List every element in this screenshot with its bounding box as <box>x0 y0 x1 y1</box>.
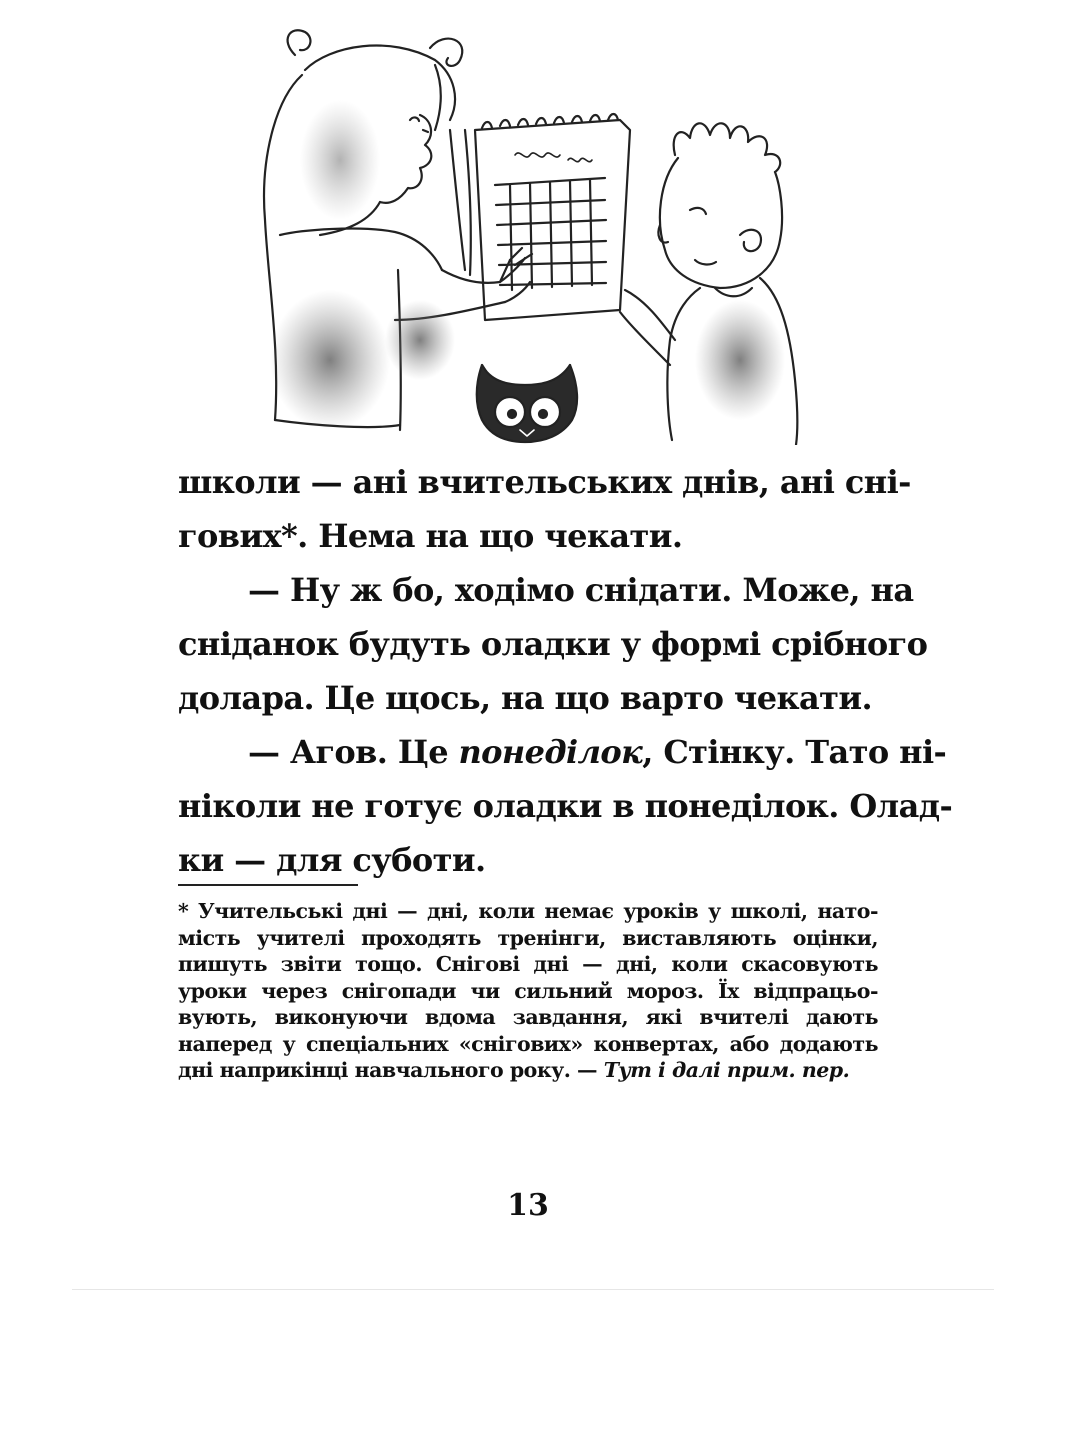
page-bottom-divider <box>72 1289 994 1290</box>
footnote-line: вують, виконуючи вдома завдання, які вчителі дають <box>178 1005 878 1029</box>
text-fragment: — Агов. Це <box>248 733 459 771</box>
footnote-line <box>178 1057 878 1084</box>
cat-drawing <box>477 365 577 442</box>
footnote-line: наперед у спеціальних «снігових» конвертах, або додають <box>178 1031 878 1056</box>
translator-note: Тут і далі прим. пер. <box>603 1058 850 1082</box>
text-line: ніколи не готує оладки в понеділок. Олад- <box>178 787 953 825</box>
story-text <box>178 455 953 887</box>
calendar-drawing <box>475 114 630 320</box>
text-line: сніданок будуть оладки у формі срібного <box>178 625 928 663</box>
text-fragment: , Стінку. Тато ні- <box>642 733 947 771</box>
footnote-line: мість учителі проходять тренінги, виставляють оцінки, <box>178 925 878 950</box>
text-line: гових*. Нема на що чекати. <box>178 517 683 555</box>
footnote-line: * Учительські дні — дні, коли немає уроків у школі, нато- <box>178 899 878 923</box>
footnote-fragment: дні наприкінці навчального року. — <box>178 1058 604 1082</box>
book-illustration <box>220 20 860 445</box>
italic-word: понеділок <box>458 733 643 771</box>
footnote-line: пишуть звіти тощо. Снігові дні — дні, коли скасовують <box>178 952 878 976</box>
footnote-line: уроки через снігопади чи сильний мороз. Їх відпрацьо- <box>178 978 878 1003</box>
text-line: школи — ані вчительських днів, ані сні- <box>178 463 911 501</box>
text-line: ки — для суботи. <box>178 841 486 879</box>
footnote <box>178 898 878 1084</box>
text-line: — Ну ж бо, ходімо снідати. Може, на <box>248 571 914 609</box>
text-line-with-italic <box>178 725 947 779</box>
page-number: 13 <box>507 1188 549 1223</box>
footnote-divider <box>178 884 358 886</box>
text-line: долара. Це щось, на що варто чекати. <box>178 679 873 717</box>
